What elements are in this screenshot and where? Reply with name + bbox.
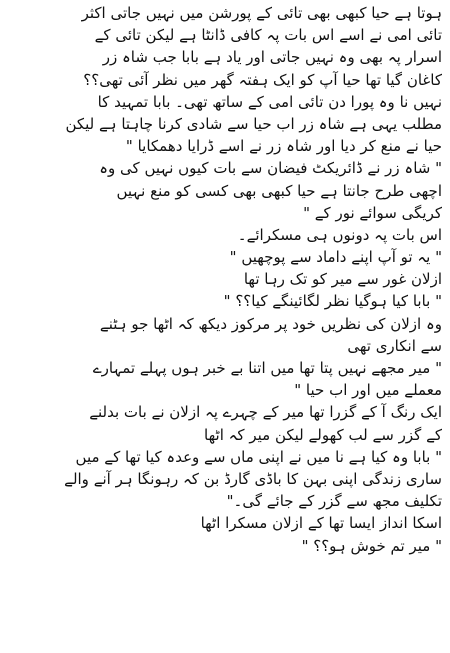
- text-line-2: تائی امی نے اسے اس بات پہ کافی ڈانٹا ہے لیکن تائی کے: [94, 26, 442, 45]
- text-line-15: وہ ازلان کی نظریں خود پر مرکوز دیکھ کہ اٹھا جو ہٹنے: [99, 314, 442, 333]
- text-line-13: ازلان غور سے میر کو تک رہا تھا: [243, 270, 442, 289]
- text-line-18: معملے میں اور اب حیا ": [294, 381, 442, 400]
- text-line-21: " بابا وہ کیا ہے نا میں نے اپنی ماں سے وعدہ کیا تھا کے میں: [75, 447, 442, 466]
- text-line-16: سے انکاری تھی: [347, 336, 442, 355]
- text-line-9: اچھی طرح جانتا ہے حیا کبھی بھی کسی کو منع نہیں: [116, 181, 442, 200]
- text-line-5: نہیں نا وہ پورا دن تائی امی کے ساتھ تھی۔ بابا تمہید کا: [97, 92, 442, 111]
- text-line-8: " شاہ زر نے ڈائریکٹ فیضان سے بات کیوں نہیں کی وہ: [99, 159, 442, 178]
- text-line-24: اسکا انداز ایسا تھا کے ازلان مسکرا اٹھا: [200, 514, 442, 533]
- text-line-11: اس بات پہ دونوں ہی مسکرائے۔: [237, 225, 442, 244]
- text-line-19: ایک رنگ آ کے گزرا تھا میر کے چہرے پہ ازلان نے بات بدلنے: [89, 403, 442, 422]
- text-line-10: کریگی سوائے نور کے ": [303, 203, 442, 222]
- text-line-23: تکلیف مجھ سے گزر کے جائے گی۔": [226, 492, 442, 511]
- text-line-22: ساری زندگی اپنی بہن کا باڈی گارڈ بن کہ رہونگا ہر آنے والے: [64, 469, 442, 488]
- text-line-4: کاغان گیا تھا حیا آپ کو ایک ہفتہ گھر میں نظر آئی تھی؟؟: [83, 70, 442, 89]
- text-line-3: اسرار پہ بھی وہ نہیں جاتی اور یاد ہے بابا جب شاہ زر: [102, 48, 442, 67]
- text-line-7: حیا نے منع کر دیا اور شاہ زر نے اسے ڈرایا دھمکایا ": [125, 137, 442, 156]
- text-line-20: کے گزر سے لب کھولے لیکن میر کہ اٹھا: [204, 425, 442, 444]
- text-line-6: مطلب یہی ہے شاہ زر اب حیا سے شادی کرنا چاہتا ہے لیکن: [65, 114, 442, 133]
- text-line-25: " میر تم خوش ہو؟؟ ": [301, 536, 442, 555]
- text-line-14: " بابا کیا ہوگیا نظر لگائینگے کیا؟؟ ": [223, 292, 442, 311]
- text-line-1: ہوتا ہے حیا کبھی بھی تائی کے پورشن میں نہیں جاتی اکثر: [81, 4, 442, 22]
- text-line-17: " میر مجھے نہیں پتا تھا میں اتنا بے خبر ہوں پہلے تمہارے: [92, 359, 442, 377]
- text-line-12: " یہ تو آپ اپنے داماد سے پوچھیں ": [229, 248, 442, 267]
